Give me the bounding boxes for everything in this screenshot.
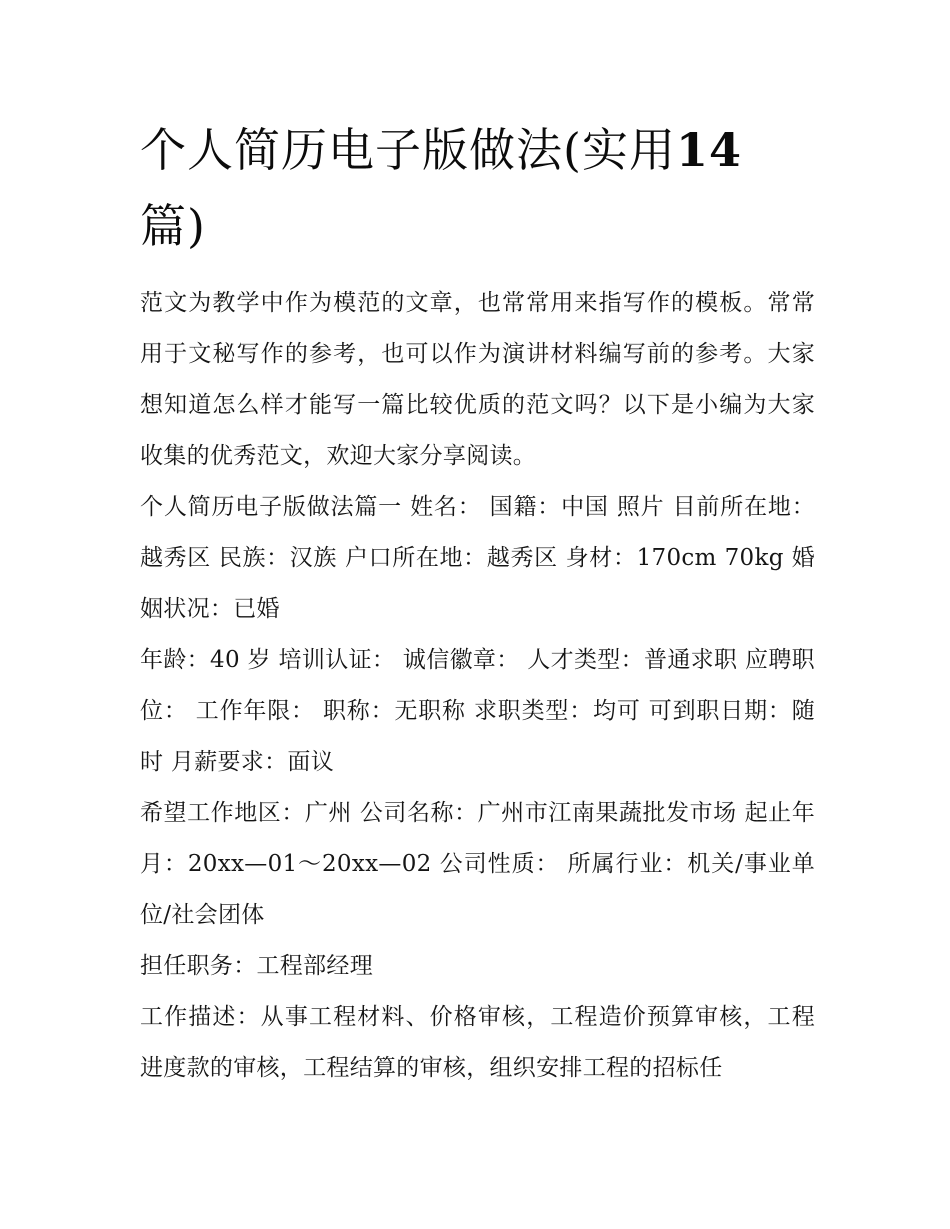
resume-job-description-paragraph: 工作描述：从事工程材料、价格审核，工程造价预算审核，工程进度款的审核，工程结算的审核，组织安排工程的招标任 (140, 1004, 815, 1081)
intro-paragraph: 范文为教学中作为模范的文章，也常常用来指写作的模板。常常用于文秘写作的参考，也可以作为演讲材料编写前的参考。大家想知道怎么样才能写一篇比较优质的范文吗？以下是小编为大家收集的优秀范文，欢迎大家分享阅读。 (140, 290, 815, 469)
resume-job-intent-paragraph: 年龄：40 岁 培训认证： 诚信徽章： 人才类型：普通求职 应聘职位： 工作年限： 职称：无职称 求职类型：均可 可到职日期：随时 月薪要求：面议 (140, 647, 815, 775)
resume-position-paragraph: 担任职务：工程部经理 (140, 953, 373, 979)
document-content (140, 112, 815, 1094)
resume-basic-info-paragraph: 个人简历电子版做法篇一 姓名： 国籍：中国 照片 目前所在地：越秀区 民族：汉族 户口所在地：越秀区 身材：170cm 70kg 婚姻状况：已婚 (140, 494, 815, 622)
document-body (140, 278, 815, 1094)
title-text: 个人简历电子版做法(实用 (140, 123, 676, 177)
title-number: 14 (675, 123, 742, 177)
title-suffix: 篇) (140, 199, 206, 253)
document-title (140, 112, 815, 264)
resume-work-experience-paragraph: 希望工作地区：广州 公司名称：广州市江南果蔬批发市场 起止年月：20xx—01～20xx—02 公司性质： 所属行业：机关/事业单位/社会团体 (140, 800, 815, 928)
